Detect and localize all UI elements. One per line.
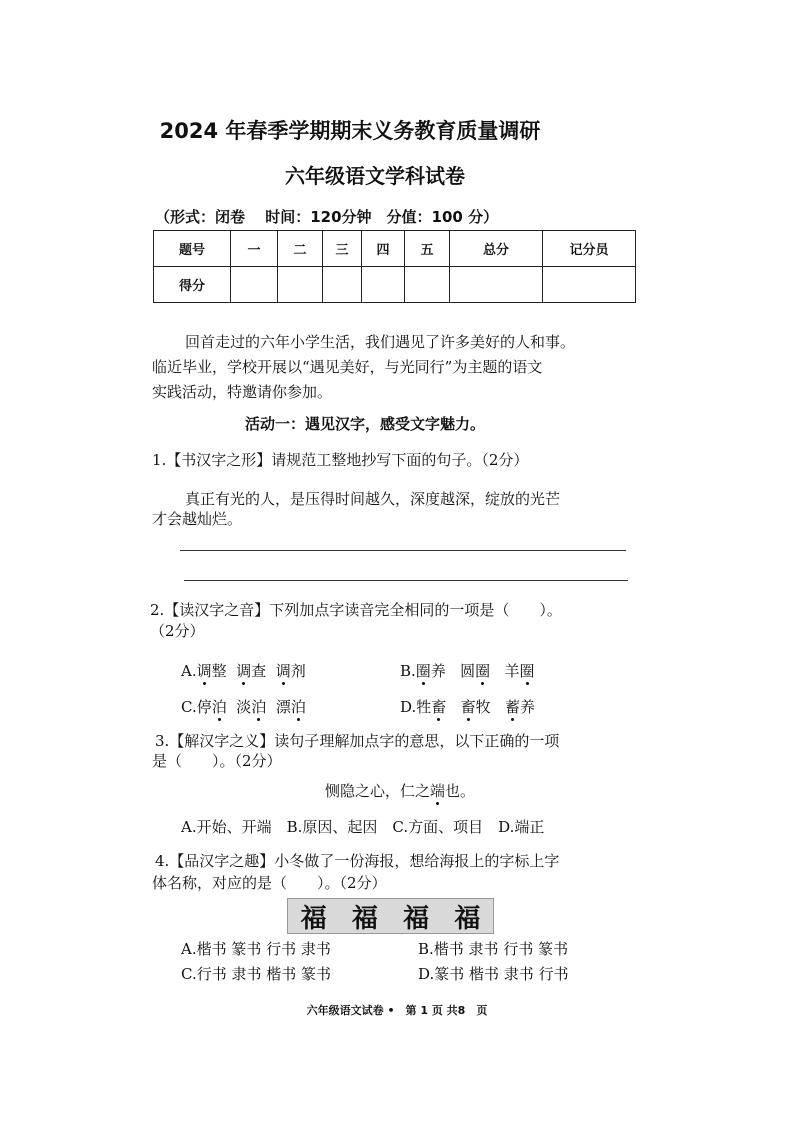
intro-line: 临近毕业，学校开展以“遇见美好，与光同行”为主题的语文 <box>152 358 543 376</box>
score-cell[interactable] <box>231 267 278 303</box>
intro-line: 回首走过的六年小学生活，我们遇见了许多美好的人和事。 <box>185 333 576 351</box>
q3-stem: 是（ ）。（2分） <box>152 752 282 770</box>
char: 羊 <box>504 662 520 680</box>
score-header-cell: 记分员 <box>543 231 636 267</box>
dotted-char: 泊 <box>251 698 267 716</box>
char: 漂 <box>275 698 291 716</box>
score-header-cell: 三 <box>323 231 362 267</box>
activity-title: 活动一：遇见汉字，感受文字魅力。 <box>245 415 486 433</box>
score-table <box>153 230 636 303</box>
score-header-cell: 一 <box>231 231 278 267</box>
score-cell[interactable] <box>323 267 362 303</box>
score-header-cell: 总分 <box>450 231 543 267</box>
score-cell[interactable] <box>278 267 323 303</box>
option-label: C. <box>181 698 197 716</box>
q1-stem: 1.【书汉字之形】请规范工整地抄写下面的句子。（2分） <box>152 451 529 469</box>
char: 牲 <box>416 698 432 716</box>
q2-option-d[interactable] <box>400 696 535 717</box>
q4-option-b[interactable]: B.楷书 隶书 行书 篆书 <box>418 940 569 958</box>
score-table-header-row <box>154 231 636 267</box>
q3-quote <box>325 780 475 801</box>
char: 淡 <box>236 698 252 716</box>
q2-option-a[interactable] <box>181 660 306 681</box>
exam-subtitle: 六年级语文学科试卷 <box>285 164 465 188</box>
q4-stem: 体名称，对应的是（ ）。（2分） <box>152 874 387 892</box>
option-label: D. <box>400 698 417 716</box>
answer-line[interactable] <box>180 550 626 551</box>
q3-stem: 3.【解汉字之义】读句子理解加点字的意思，以下正确的一项 <box>155 732 560 750</box>
score-header-cell: 五 <box>405 231 450 267</box>
calligraphy-poster <box>287 898 494 934</box>
q3-options[interactable]: A.开始、开端 B.原因、起因 C.方面、项目 D.端正 <box>181 818 545 836</box>
q4-option-a[interactable]: A.楷书 篆书 行书 隶书 <box>181 940 331 958</box>
option-label: B. <box>400 662 416 680</box>
score-header-cell: 题号 <box>154 231 231 267</box>
quote-text: 恻隐之心，仁之 <box>325 782 431 800</box>
char: 整 <box>211 662 227 680</box>
char: 停 <box>196 698 212 716</box>
option-label: A. <box>181 662 197 680</box>
dotted-char: 调 <box>236 662 252 680</box>
quote-text: 也。 <box>445 782 476 800</box>
char: 养 <box>430 662 446 680</box>
q4-option-d[interactable]: D.篆书 楷书 隶书 行书 <box>418 965 569 983</box>
char: 圆 <box>460 662 476 680</box>
dotted-char: 畜 <box>431 698 447 716</box>
char: 牧 <box>475 698 491 716</box>
score-row-label: 得分 <box>154 267 231 303</box>
dotted-char: 蓄 <box>504 698 520 716</box>
score-cell[interactable] <box>450 267 543 303</box>
dotted-char: 畜 <box>460 698 476 716</box>
score-header-cell: 二 <box>278 231 323 267</box>
q4-stem: 4.【品汉字之趣】小冬做了一份海报，想给海报上的字标上字 <box>155 852 560 870</box>
char: 查 <box>251 662 267 680</box>
q1-sentence: 才会越灿烂。 <box>152 510 243 528</box>
q2-stem: 2.【读汉字之音】下列加点字读音完全相同的一项是（ ）。 <box>150 601 562 619</box>
exam-title: 2024 年春季学期期末义务教育质量调研 <box>159 119 541 143</box>
score-cell[interactable] <box>405 267 450 303</box>
dotted-char: 调 <box>196 662 212 680</box>
q2-option-c[interactable] <box>181 696 306 717</box>
dotted-char: 圈 <box>519 662 535 680</box>
char: 养 <box>519 698 535 716</box>
dotted-char: 端 <box>430 782 446 800</box>
dotted-char: 泊 <box>211 698 227 716</box>
answer-line[interactable] <box>184 580 628 581</box>
dotted-char: 调 <box>275 662 291 680</box>
score-header-cell: 四 <box>362 231 405 267</box>
score-table-score-row <box>154 267 636 303</box>
q1-sentence: 真正有光的人，是压得时间越久，深度越深，绽放的光芒 <box>185 490 561 508</box>
score-cell[interactable] <box>362 267 405 303</box>
score-cell[interactable] <box>543 267 636 303</box>
intro-line: 实践活动，特邀请你参加。 <box>152 383 333 401</box>
calligraphy-char: 福 <box>403 903 430 934</box>
q4-option-c[interactable]: C.行书 隶书 楷书 篆书 <box>181 965 332 983</box>
dotted-char: 圈 <box>415 662 431 680</box>
calligraphy-char: 福 <box>351 903 378 934</box>
dotted-char: 圈 <box>475 662 491 680</box>
page-footer: 六年级语文试卷 • 第 1 页 共8 页 <box>306 1004 488 1017</box>
calligraphy-char: 福 <box>300 903 327 934</box>
dotted-char: 泊 <box>290 698 306 716</box>
calligraphy-char: 福 <box>454 903 481 934</box>
exam-meta: （形式：闭卷 时间：120分钟 分值：100 分） <box>155 208 499 226</box>
q2-option-b[interactable] <box>400 660 535 681</box>
q2-stem: （2分） <box>150 622 205 640</box>
char: 剂 <box>290 662 306 680</box>
